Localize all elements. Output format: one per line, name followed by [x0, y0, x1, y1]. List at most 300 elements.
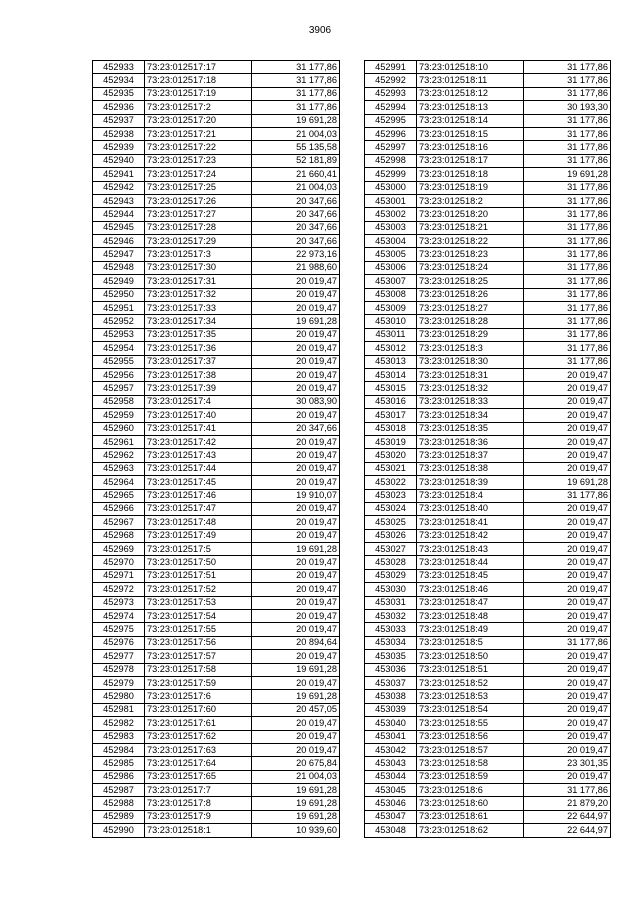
row-number: 452979: [93, 676, 145, 689]
cadastral-value: 20 019,47: [252, 382, 340, 395]
table-row: [93, 569, 340, 582]
row-number: 452962: [93, 449, 145, 462]
cadastral-value: 20 019,47: [252, 569, 340, 582]
cadastral-number: 73:23:012517:21: [145, 127, 252, 140]
row-number: 452955: [93, 355, 145, 368]
table-row: [365, 676, 611, 689]
cadastral-number: 73:23:012517:37: [145, 355, 252, 368]
cadastral-number: 73:23:012517:8: [145, 797, 252, 810]
row-number: 452949: [93, 275, 145, 288]
row-number: 452989: [93, 810, 145, 823]
cadastral-value: 20 019,47: [252, 328, 340, 341]
table-row: [365, 368, 611, 381]
table-row: [365, 690, 611, 703]
table-row: [93, 315, 340, 328]
table-row: [93, 824, 340, 837]
cadastral-number: 73:23:012518:54: [417, 703, 524, 716]
cadastral-number: 73:23:012518:6: [417, 784, 524, 797]
table-row: [365, 462, 611, 475]
cadastral-number: 73:23:012517:41: [145, 422, 252, 435]
cadastral-value: 21 879,20: [524, 797, 611, 810]
cadastral-number: 73:23:012518:52: [417, 676, 524, 689]
cadastral-value: 20 019,47: [524, 770, 611, 783]
cadastral-number: 73:23:012518:24: [417, 261, 524, 274]
cadastral-number: 73:23:012518:29: [417, 328, 524, 341]
row-number: 452953: [93, 328, 145, 341]
cadastral-value: 20 019,47: [524, 663, 611, 676]
row-number: 452969: [93, 543, 145, 556]
cadastral-value: 31 177,86: [524, 194, 611, 207]
row-number: 453007: [365, 275, 417, 288]
table-row: [365, 757, 611, 770]
cadastral-value: 31 177,86: [524, 208, 611, 221]
row-number: 452961: [93, 435, 145, 448]
row-number: 452980: [93, 690, 145, 703]
cadastral-number: 73:23:012518:37: [417, 449, 524, 462]
cadastral-number: 73:23:012517:42: [145, 435, 252, 448]
cadastral-value: 31 177,86: [524, 355, 611, 368]
table-row: [365, 382, 611, 395]
cadastral-value: 20 019,47: [524, 382, 611, 395]
table-row: [365, 154, 611, 167]
row-number: 452940: [93, 154, 145, 167]
cadastral-number: 73:23:012518:18: [417, 168, 524, 181]
table-row: [93, 476, 340, 489]
row-number: 452963: [93, 462, 145, 475]
cadastral-number: 73:23:012517:55: [145, 623, 252, 636]
cadastral-number: 73:23:012518:33: [417, 395, 524, 408]
row-number: 453025: [365, 516, 417, 529]
cadastral-value: 22 644,97: [524, 810, 611, 823]
table-row: [365, 74, 611, 87]
cadastral-value: 20 019,47: [524, 422, 611, 435]
row-number: 453035: [365, 650, 417, 663]
table-row: [93, 690, 340, 703]
cadastral-value: 19 691,28: [252, 315, 340, 328]
cadastral-number: 73:23:012517:19: [145, 87, 252, 100]
cadastral-value: 20 347,66: [252, 208, 340, 221]
row-number: 453046: [365, 797, 417, 810]
cadastral-number: 73:23:012517:27: [145, 208, 252, 221]
cadastral-number: 73:23:012518:28: [417, 315, 524, 328]
row-number: 452992: [365, 74, 417, 87]
table-row: [365, 221, 611, 234]
cadastral-value: 20 019,47: [524, 516, 611, 529]
cadastral-number: 73:23:012518:44: [417, 556, 524, 569]
row-number: 453021: [365, 462, 417, 475]
cadastral-number: 73:23:012517:39: [145, 382, 252, 395]
table-row: [365, 476, 611, 489]
row-number: 453024: [365, 502, 417, 515]
cadastral-value: 31 177,86: [524, 235, 611, 248]
cadastral-number: 73:23:012517:35: [145, 328, 252, 341]
table-row: [365, 797, 611, 810]
cadastral-number: 73:23:012517:2: [145, 101, 252, 114]
row-number: 453002: [365, 208, 417, 221]
table-row: [365, 422, 611, 435]
table-row: [365, 315, 611, 328]
row-number: 453037: [365, 676, 417, 689]
table-row: [365, 208, 611, 221]
table-row: [365, 61, 611, 74]
row-number: 453009: [365, 302, 417, 315]
table-row: [93, 208, 340, 221]
row-number: 452978: [93, 663, 145, 676]
cadastral-number: 73:23:012518:26: [417, 288, 524, 301]
table-row: [365, 636, 611, 649]
cadastral-number: 73:23:012518:15: [417, 127, 524, 140]
row-number: 452985: [93, 757, 145, 770]
row-number: 452935: [93, 87, 145, 100]
row-number: 452984: [93, 743, 145, 756]
cadastral-number: 73:23:012518:46: [417, 583, 524, 596]
cadastral-number: 73:23:012517:24: [145, 168, 252, 181]
cadastral-number: 73:23:012517:44: [145, 462, 252, 475]
cadastral-value: 20 019,47: [252, 342, 340, 355]
cadastral-number: 73:23:012518:56: [417, 730, 524, 743]
table-row: [93, 114, 340, 127]
table-row: [365, 409, 611, 422]
table-row: [93, 757, 340, 770]
cadastral-value: 20 019,47: [252, 462, 340, 475]
cadastral-value: 20 019,47: [252, 275, 340, 288]
table-row: [93, 194, 340, 207]
row-number: 453027: [365, 543, 417, 556]
cadastral-number: 73:23:012518:58: [417, 757, 524, 770]
cadastral-value: 21 004,03: [252, 127, 340, 140]
table-row: [93, 141, 340, 154]
cadastral-value: 20 019,47: [524, 569, 611, 582]
table-row: [93, 154, 340, 167]
cadastral-value: 20 019,47: [524, 409, 611, 422]
cadastral-number: 73:23:012517:20: [145, 114, 252, 127]
cadastral-value: 20 019,47: [252, 476, 340, 489]
cadastral-number: 73:23:012517:32: [145, 288, 252, 301]
table-row: [93, 235, 340, 248]
cadastral-value: 20 019,47: [252, 650, 340, 663]
table-row: [365, 743, 611, 756]
cadastral-value: 21 660,41: [252, 168, 340, 181]
cadastral-value: 31 177,86: [524, 141, 611, 154]
cadastral-number: 73:23:012518:60: [417, 797, 524, 810]
table-row: [93, 462, 340, 475]
row-number: 453022: [365, 476, 417, 489]
cadastral-number: 73:23:012517:3: [145, 248, 252, 261]
cadastral-value: 20 019,47: [524, 502, 611, 515]
cadastral-number: 73:23:012517:48: [145, 516, 252, 529]
cadastral-number: 73:23:012518:22: [417, 235, 524, 248]
row-number: 452945: [93, 221, 145, 234]
table-row: [365, 194, 611, 207]
table-row: [365, 543, 611, 556]
cadastral-number: 73:23:012518:2: [417, 194, 524, 207]
cadastral-number: 73:23:012518:27: [417, 302, 524, 315]
row-number: 453029: [365, 569, 417, 582]
cadastral-number: 73:23:012518:34: [417, 409, 524, 422]
table-row: [93, 302, 340, 315]
cadastral-value: 31 177,86: [252, 101, 340, 114]
row-number: 452977: [93, 650, 145, 663]
page-number: 3906: [308, 25, 332, 36]
row-number: 453004: [365, 235, 417, 248]
row-number: 452998: [365, 154, 417, 167]
cadastral-number: 73:23:012518:5: [417, 636, 524, 649]
cadastral-number: 73:23:012517:54: [145, 610, 252, 623]
cadastral-value: 20 019,47: [524, 462, 611, 475]
table-row: [365, 168, 611, 181]
cadastral-value: 20 019,47: [524, 730, 611, 743]
cadastral-value: 19 691,28: [524, 168, 611, 181]
cadastral-value: 20 019,47: [524, 623, 611, 636]
row-number: 453017: [365, 409, 417, 422]
table-row: [365, 114, 611, 127]
cadastral-number: 73:23:012518:14: [417, 114, 524, 127]
cadastral-number: 73:23:012518:42: [417, 529, 524, 542]
table-row: [93, 61, 340, 74]
cadastral-value: 31 177,86: [524, 221, 611, 234]
row-number: 453013: [365, 355, 417, 368]
cadastral-number: 73:23:012517:57: [145, 650, 252, 663]
row-number: 453030: [365, 583, 417, 596]
row-number: 453015: [365, 382, 417, 395]
cadastral-number: 73:23:012518:55: [417, 717, 524, 730]
cadastral-value: 52 181,89: [252, 154, 340, 167]
row-number: 453019: [365, 435, 417, 448]
cadastral-number: 73:23:012518:57: [417, 743, 524, 756]
cadastral-value: 20 457,05: [252, 703, 340, 716]
table-row: [93, 810, 340, 823]
cadastral-number: 73:23:012518:4: [417, 489, 524, 502]
row-number: 452944: [93, 208, 145, 221]
cadastral-value: 20 019,47: [524, 690, 611, 703]
cadastral-number: 73:23:012518:30: [417, 355, 524, 368]
cadastral-value: 31 177,86: [524, 114, 611, 127]
row-number: 452993: [365, 87, 417, 100]
table-row: [365, 435, 611, 448]
row-number: 452939: [93, 141, 145, 154]
row-number: 452967: [93, 516, 145, 529]
cadastral-number: 73:23:012517:7: [145, 784, 252, 797]
row-number: 452965: [93, 489, 145, 502]
cadastral-number: 73:23:012518:59: [417, 770, 524, 783]
row-number: 453011: [365, 328, 417, 341]
table-row: [365, 449, 611, 462]
cadastral-number: 73:23:012518:16: [417, 141, 524, 154]
table-row: [93, 797, 340, 810]
table-row: [93, 650, 340, 663]
cadastral-value: 20 019,47: [252, 610, 340, 623]
cadastral-number: 73:23:012518:31: [417, 368, 524, 381]
cadastral-value: 20 019,47: [252, 302, 340, 315]
table-row: [93, 422, 340, 435]
cadastral-value: 31 177,86: [252, 61, 340, 74]
cadastral-value: 19 691,28: [252, 663, 340, 676]
table-row: [93, 248, 340, 261]
row-number: 452994: [365, 101, 417, 114]
cadastral-number: 73:23:012517:52: [145, 583, 252, 596]
cadastral-value: 20 347,66: [252, 221, 340, 234]
row-number: 453005: [365, 248, 417, 261]
cadastral-number: 73:23:012517:18: [145, 74, 252, 87]
table-row: [93, 770, 340, 783]
row-number: 452966: [93, 502, 145, 515]
cadastral-number: 73:23:012518:41: [417, 516, 524, 529]
cadastral-number: 73:23:012518:38: [417, 462, 524, 475]
cadastral-number: 73:23:012517:60: [145, 703, 252, 716]
cadastral-number: 73:23:012517:61: [145, 717, 252, 730]
cadastral-number: 73:23:012518:49: [417, 623, 524, 636]
table-row: [93, 623, 340, 636]
cadastral-value: 31 177,86: [524, 248, 611, 261]
row-number: 452983: [93, 730, 145, 743]
row-number: 452971: [93, 569, 145, 582]
table-row: [365, 489, 611, 502]
cadastral-value: 20 019,47: [252, 623, 340, 636]
row-number: 452947: [93, 248, 145, 261]
table-row: [93, 502, 340, 515]
cadastral-value: 20 019,47: [252, 409, 340, 422]
table-row: [93, 543, 340, 556]
cadastral-value: 20 019,47: [524, 703, 611, 716]
row-number: 452975: [93, 623, 145, 636]
row-number: 452972: [93, 583, 145, 596]
cadastral-value: 22 973,16: [252, 248, 340, 261]
cadastral-value: 20 019,47: [524, 676, 611, 689]
cadastral-value: 20 019,47: [524, 610, 611, 623]
row-number: 452938: [93, 127, 145, 140]
cadastral-value: 20 347,66: [252, 422, 340, 435]
cadastral-value: 21 004,03: [252, 181, 340, 194]
cadastral-value: 20 019,47: [524, 395, 611, 408]
cadastral-value: 31 177,86: [524, 636, 611, 649]
cadastral-number: 73:23:012517:26: [145, 194, 252, 207]
table-row: [93, 583, 340, 596]
cadastral-value: 20 019,47: [252, 596, 340, 609]
cadastral-number: 73:23:012517:53: [145, 596, 252, 609]
row-number: 452934: [93, 74, 145, 87]
cadastral-value: 31 177,86: [524, 784, 611, 797]
cadastral-value: 31 177,86: [524, 328, 611, 341]
cadastral-value: 31 177,86: [252, 74, 340, 87]
row-number: 452996: [365, 127, 417, 140]
table-row: [365, 235, 611, 248]
cadastral-number: 73:23:012517:25: [145, 181, 252, 194]
table-row: [93, 730, 340, 743]
row-number: 452987: [93, 784, 145, 797]
row-number: 452937: [93, 114, 145, 127]
cadastral-value: 31 177,86: [524, 87, 611, 100]
row-number: 453010: [365, 315, 417, 328]
table-row: [365, 770, 611, 783]
cadastral-value: 20 019,47: [524, 596, 611, 609]
table-row: [93, 676, 340, 689]
cadastral-value: 20 019,47: [524, 543, 611, 556]
table-row: [93, 221, 340, 234]
cadastral-value: 19 691,28: [252, 690, 340, 703]
cadastral-value: 31 177,86: [524, 154, 611, 167]
table-row: [93, 261, 340, 274]
row-number: 452974: [93, 610, 145, 623]
table-row: [365, 87, 611, 100]
registry-table-right: [364, 60, 611, 838]
cadastral-value: 20 019,47: [252, 368, 340, 381]
cadastral-value: 22 644,97: [524, 824, 611, 837]
cadastral-value: 31 177,86: [524, 315, 611, 328]
cadastral-number: 73:23:012517:5: [145, 543, 252, 556]
registry-table-left: [92, 60, 340, 838]
row-number: 452950: [93, 288, 145, 301]
table-row: [93, 743, 340, 756]
table-row: [93, 355, 340, 368]
cadastral-number: 73:23:012517:40: [145, 409, 252, 422]
table-row: [365, 302, 611, 315]
row-number: 453026: [365, 529, 417, 542]
table-row: [365, 127, 611, 140]
cadastral-number: 73:23:012518:23: [417, 248, 524, 261]
cadastral-number: 73:23:012517:56: [145, 636, 252, 649]
table-row: [365, 275, 611, 288]
table-row: [93, 489, 340, 502]
cadastral-value: 21 004,03: [252, 770, 340, 783]
cadastral-number: 73:23:012518:51: [417, 663, 524, 676]
row-number: 452973: [93, 596, 145, 609]
row-number: 452952: [93, 315, 145, 328]
cadastral-number: 73:23:012517:23: [145, 154, 252, 167]
cadastral-value: 30 193,30: [524, 101, 611, 114]
cadastral-number: 73:23:012517:47: [145, 502, 252, 515]
cadastral-value: 19 691,28: [252, 543, 340, 556]
cadastral-number: 73:23:012517:28: [145, 221, 252, 234]
cadastral-value: 31 177,86: [524, 489, 611, 502]
cadastral-number: 73:23:012517:6: [145, 690, 252, 703]
cadastral-number: 73:23:012518:47: [417, 596, 524, 609]
cadastral-value: 55 135,58: [252, 141, 340, 154]
table-row: [365, 650, 611, 663]
row-number: 453041: [365, 730, 417, 743]
cadastral-value: 30 083,90: [252, 395, 340, 408]
cadastral-value: 31 177,86: [524, 288, 611, 301]
table-row: [93, 275, 340, 288]
row-number: 452959: [93, 409, 145, 422]
row-number: 453001: [365, 194, 417, 207]
row-number: 452946: [93, 235, 145, 248]
cadastral-value: 20 019,47: [524, 717, 611, 730]
cadastral-value: 31 177,86: [524, 61, 611, 74]
table-row: [93, 74, 340, 87]
table-row: [365, 101, 611, 114]
cadastral-number: 73:23:012517:36: [145, 342, 252, 355]
cadastral-value: 31 177,86: [524, 181, 611, 194]
table-row: [365, 623, 611, 636]
table-row: [365, 181, 611, 194]
cadastral-value: 31 177,86: [252, 87, 340, 100]
cadastral-number: 73:23:012517:4: [145, 395, 252, 408]
table-row: [365, 502, 611, 515]
cadastral-value: 10 939,60: [252, 824, 340, 837]
row-number: 452942: [93, 181, 145, 194]
row-number: 452958: [93, 395, 145, 408]
cadastral-value: 19 691,28: [252, 114, 340, 127]
row-number: 453023: [365, 489, 417, 502]
cadastral-value: 19 691,28: [252, 810, 340, 823]
row-number: 452990: [93, 824, 145, 837]
table-row: [93, 168, 340, 181]
row-number: 453033: [365, 623, 417, 636]
cadastral-number: 73:23:012517:59: [145, 676, 252, 689]
cadastral-number: 73:23:012518:1: [145, 824, 252, 837]
table-row: [93, 382, 340, 395]
table-row: [93, 409, 340, 422]
